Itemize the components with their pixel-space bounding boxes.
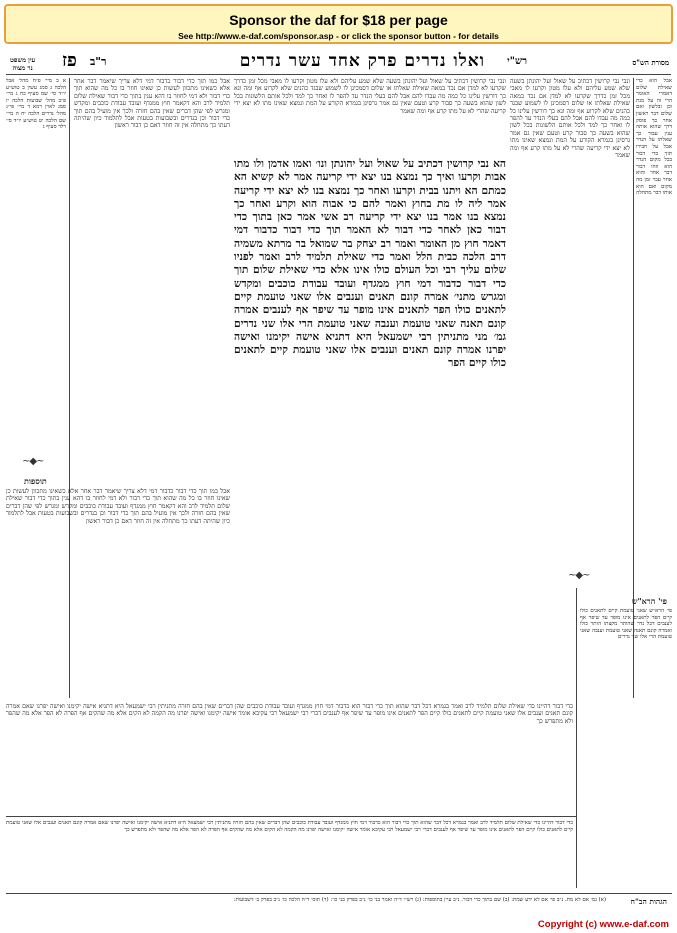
header-rule bbox=[6, 74, 671, 75]
rosh-column: פי׳ הרא״ש שאני טועמת קיים לתאנים כולו קיים הפר לתאנים אינו מופר עד שיפר אף לענבים דכל נדר שהותר מקצתו הותר כולו ואמרה קונם תאנה שאני טועמת וענבה שאני טועמת הרי אלו שני נדרים bbox=[580, 608, 672, 641]
rosh-label: פי' הרא"ש bbox=[631, 596, 667, 606]
lower-commentary-band: כדי דבור דהיינו כדי שאילת שלום תלמיד לרב ואמר בגמרא דכל דבר שהוא תוך כדי דבור הוא כדבור דמי חוץ ממגדף ועובד עבודת כוכבים שהן דברים שאין בהם חזרה מתניתין רבי ישמעאל היא דתניא אישה יקימנו ואישה יפרנו שאם אמרה קונם תאנים וענבים אלו שאני טועמת קיים לתאנים כולו קיים הפר לתאנים אינו מופר עד שיפר אף לענבים דברי רבי ישמעאל רבי עקיבא אומר אישה יקימנו ואישה יפרנו מה הקמה לא הקים אלא מה שהקים אף הפרה לא הפר אלא מה שהפר ולא מתפרש כך bbox=[6, 703, 573, 725]
sponsor-subtitle[interactable]: See http://www.e-daf.com/sponsor.asp - or click the sponsor button - for details bbox=[178, 31, 499, 41]
talmud-page bbox=[2, 48, 675, 918]
masoret-column: אבל הוא כדי שאילת שלום דאמרי האומר הרי זה על מנת וכן ובלשון ואם שלום דבר ראשון אחר כך פוסק דרך שהוא אותה ענין עבור כך שאלתו על הנדר אבל על חבירו תוך כדי דבור בכל מקום הנדר הוא וזהו דבור דבר אחר והוא אחר עבר זמן מה מקום ואם הוא אותו דבר מתחלה bbox=[636, 78, 672, 197]
amud-label: ר"ב bbox=[90, 55, 107, 68]
rashi-heading: רש"י bbox=[507, 56, 527, 67]
ein-mishpat-label: עין משפט נר מצוה bbox=[10, 56, 36, 72]
tosafot-column-upper: אבל כמו תוך כדי דבור כדבור דמי דלא צריך שיאמר דבר אחר אלא כשאינו מתכוון לעשות כן שאינו חוזר בו כל מה שהוא תוך כדי דבור ולא דמי לחוזר בו דהא ענין בתוך כדי דבור שאילת שלום תלמיד לרב והא דקאמר חוץ ממגדף ועובד עבודת כוכבים ומקדש ומגרש לפי שהן דברים שאין בהם חזרה ולכך אין מועיל בהם תוך כדי דבור וכן בנדרים ובשבועות בטעות אבל לתלמוד כיון שהיתה דעתו כך מתחלה אין זה חוזר דאם כן דבור ראשון bbox=[74, 78, 230, 130]
daf-number: פז bbox=[62, 50, 77, 71]
hagahot-rule bbox=[6, 893, 672, 894]
rosh-rule bbox=[576, 588, 577, 888]
copyright-footer: Copyright (c) www.e-daf.com bbox=[537, 919, 669, 930]
ornament-divider-right: ~◆~ bbox=[568, 570, 590, 581]
ornament-divider: ~◆~ bbox=[22, 456, 44, 467]
ein-mishpat-column: א ב מיי׳ פ״ח מהל׳ אבל הלכה ג סמג עשין ב טוש״ע יו״ד סי׳ שמ סעיף כח ג מיי׳ פ״ב מהל׳ שבועות הלכה יז סמג לאוין רמא ד מיי׳ פי״ג מהל׳ נדרים הלכה יח ה מיי׳ שם הלכה יט טוש״ע יו״ד סי׳ רלד סעיף ג bbox=[6, 78, 66, 131]
bottom-rule bbox=[6, 816, 576, 817]
tosafot-label: תוספות bbox=[24, 476, 47, 486]
hagahot-text: (א) גמ׳ אם לא מת. נ״ב פי׳ אם לא ידע שמת: (ב) שם בתוך כדי דבור. נ״ב עיין בתוספות: (ג) רש״י ד״ה ואמר בני כו׳ נ״ב בפרק בני כו׳: (ד) תוס׳ ד״ה הלכה כו׳ נ״ב בפרק ב׳ דשבועות: bbox=[233, 897, 606, 903]
sponsor-banner[interactable] bbox=[4, 4, 673, 44]
bottom-commentary: כדי דבור דהיינו כדי שאילת שלום תלמיד לרב ואמר בגמרא דכל דבר שהוא תוך כדי דבור הוא כדבור דמי חוץ ממגדף ועובד עבודת כוכבים שהן דברים שאין בהם חזרה מתניתין רבי ישמעאל היא דתניא אישה יקימנו ואישה יפרנו שאם אמרה קונם תאנים וענבים אלו שאני טועמת קיים לתאנים כולו קיים הפר לתאנים אינו מופר עד שיפר אף לענבים דברי רבי ישמעאל רבי עקיבא אומר אישה יקימנו ואישה יפרנו מה הקמה לא הקים אלא מה שהקים אף הפרה לא הפר אלא מה שהפר ולא מתפרש כך bbox=[6, 820, 573, 833]
page-title: ואלו נדרים פרק אחד עשר נדרים bbox=[239, 51, 485, 71]
rashi-top-over-main: ונבי נבי קרושין דכתיב על שאול ועל יהונתן בשעה שלא שמע עליהם ולא עלו מטון וקרעו לו מאבי מכל זמן כדרך שקרעו לא למדן אם נכד במאה שאילת שאלתו או שלום דסמכינן לו לשמוע שבגד כהנים שלא לקרוע אף ומה ונא כך דורשין עלינו כל כמה מה עבדו להם אבל להם בעלי הנדר עד להפר לו ואחר כך למד ולכל אותם הלשונות בכל לשון שהוא בשעה כך סבור קרע וטעם שאין גם אמר גרסינן בגמרא הקורע על המת ונמצא שאינו מתו לא יצא ידי קריעה שהרי לא על מתו קרע אף ומה שאמר bbox=[234, 78, 506, 115]
hagahot-label: הגהות הב"ח bbox=[630, 897, 667, 906]
rashi-column: ונבי נבי קרושין דכתיב על שאול ועל יהונתן בשעה שלא שמע עליהם ולא עלו מטון וקרעו לו מאבי מכל זמן כדרך שקרעו לא למדן אם נכד במאה שאילת שאלתו או שלום דסמכינן לו לשמוע שבגד כהנים שלא לקרוע אף ומה ונא כך דורשין עלינו כל כמה מה עבדו להם אבל להם בעלי הנדר עד להפר לו ואחר כך למד ולכל אותם הלשונות בכל לשון שהוא בשעה כך סבור קרע וטעם שאין גם אמר גרסינן בגמרא הקורע על המת ונמצא שאינו מתו לא יצא ידי קריעה שהרי לא על מתו קרע אף ומה שאמר bbox=[510, 78, 630, 160]
masoret-label: מסורת הש"ס bbox=[632, 58, 669, 67]
tosafot-column-lower: אבל כמו תוך כדי דבור כדבור דמי דלא צריך שיאמר דבר אחר אלא כשאינו מתכוון לעשות כן שאינו חוזר בו כל מה שהוא תוך כדי דבור ולא דמי לחוזר בו דהא ענין בתוך כדי דבור שאילת שלום תלמיד לרב והא דקאמר חוץ ממגדף ועובד עבודת כוכבים ומקדש ומגרש לפי שהן דברים שאין בהם חזרה ולכך אין מועיל בהם תוך כדי דבור וכן בנדרים ובשבועות בטעות אבל לתלמוד כיון שהיתה דעתו כך מתחלה אין זה חוזר דאם כן דבור ראשון bbox=[6, 488, 230, 525]
gemara-main-text: הא נבי קרושין דכתיב על שאול ועל יהונתן ונו׳ ואמו אדמן ולו מתו אבות וקרעו ואיך כך נמצא בנו יצא ידי קריעה אמר לא קשיא הא כמתם הא ויתנו בבית וקרעו ואחר כך נמצא בנו לא יצא ידי קריעה אמר ליה לו מת בחוץ ואמר להם כי אבוה הוא וקרע ואחר כך נמצא בנו אמר בנו יצא ידי קריעה רב אשי אמר כאן בתוך כדי דבור כאן לאחר כדי דבור לא האמר תוך כדי דבור כדבור דמי דאמר חוץ מן האומר ואמר רב יצחק בר שמואל בר מרתא משמיה דרב הלכה כבית הלל ואמר כדי שאילת תלמיד לרב ואמר לפניו שלום עליך רבי וכל העולם כולו אינו אלא כדי שאילת שלום תוך כדי דבור כדבור דמי חוץ ממגדף ועובד עבודת כוכבים ומקדש ומגרש מתני׳ אמרה קונם תאנים וענבים אלו שאני טועמת קיים לתאנים כולו הפר לתאנים אינו מופר עד שיפר אף לענבים אמרה קונם תאנה שאני טועמת וענבה שאני טועמת הרי אלו שני נדרים גמ׳ מני מתניתין רבי ישמעאל היא דתניא אישה יקימנו ואישה יפרנו אמרה קונם תאנים וענבים אלו שאני טועמת קיים לתאנים כולו קיים הפר bbox=[234, 158, 506, 370]
sponsor-title[interactable]: Sponsor the daf for $18 per page bbox=[229, 12, 448, 28]
